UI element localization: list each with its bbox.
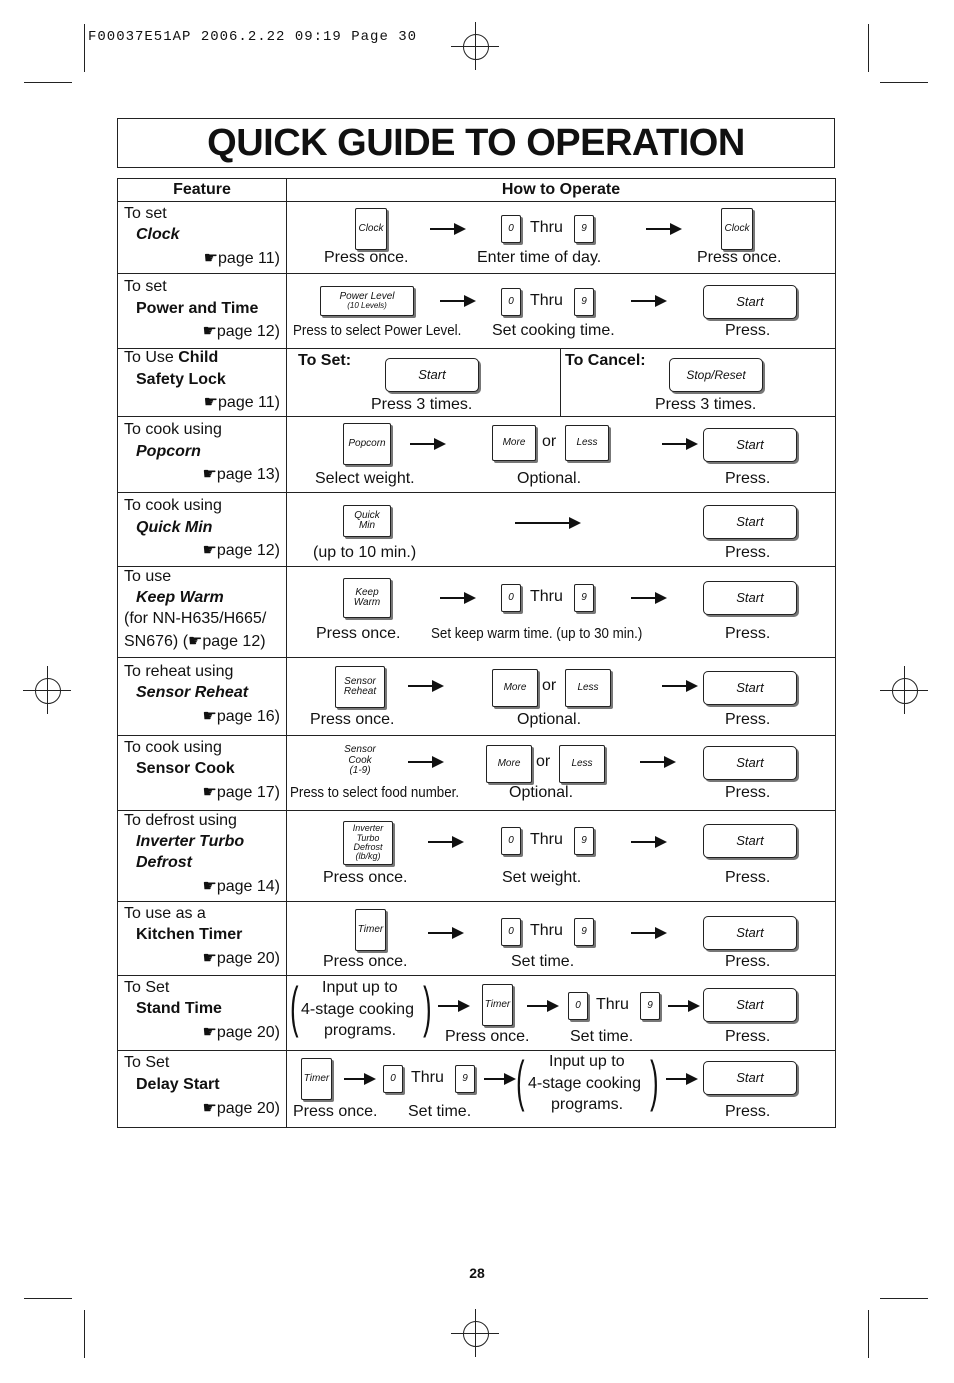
power-level-sublabel: (10 Levels) bbox=[347, 301, 387, 311]
feature-pre-text: To Use bbox=[124, 349, 179, 366]
arrow-icon bbox=[438, 1005, 468, 1007]
feature-pre: To set bbox=[124, 278, 167, 295]
crop-mark bbox=[868, 24, 869, 72]
step-caption: Press once. bbox=[323, 953, 408, 970]
start-key: Start bbox=[703, 746, 797, 780]
registration-line bbox=[475, 1309, 476, 1357]
feature-pre: To set bbox=[124, 205, 167, 222]
start-key: Start bbox=[703, 581, 797, 615]
note-line: programs. bbox=[324, 1022, 397, 1039]
page-ref bbox=[202, 1022, 280, 1042]
page-title-box bbox=[117, 118, 835, 168]
table-row bbox=[118, 492, 835, 566]
step-caption: Press once. bbox=[323, 869, 408, 886]
operation-table bbox=[117, 178, 836, 1128]
page-ref-text: page 20) bbox=[216, 1024, 280, 1041]
digit-0-key: 0 bbox=[568, 992, 588, 1020]
page-title: QUICK GUIDE TO OPERATION bbox=[207, 121, 745, 164]
step-caption: Select weight. bbox=[315, 470, 415, 487]
thru-label: Thru bbox=[411, 1069, 444, 1086]
feature-cell bbox=[118, 976, 287, 1050]
registration-mark bbox=[463, 34, 489, 60]
feature-pre: To defrost using bbox=[124, 812, 237, 829]
arrow-icon bbox=[410, 443, 444, 445]
page-ref-text: page 16) bbox=[216, 708, 280, 725]
arrow-icon bbox=[527, 1005, 557, 1007]
digit-9-key: 9 bbox=[574, 827, 594, 855]
page-ref-text: page 14) bbox=[216, 878, 280, 895]
cell-divider bbox=[560, 349, 561, 416]
page-ref-text: page 13) bbox=[216, 466, 280, 483]
digit-9-key: 9 bbox=[455, 1065, 475, 1093]
feature-name: Sensor Cook bbox=[136, 760, 235, 777]
step-caption: Press. bbox=[725, 953, 771, 970]
page-ref bbox=[202, 948, 280, 968]
step-caption: Press. bbox=[725, 711, 771, 728]
table-row bbox=[118, 735, 835, 810]
crop-mark bbox=[24, 82, 72, 83]
step-caption: Press to select Power Level. bbox=[293, 323, 462, 339]
step-caption: Set time. bbox=[570, 1028, 634, 1045]
page-ref bbox=[124, 631, 266, 651]
step-caption: Press. bbox=[725, 1028, 771, 1045]
to-cancel-label: To Cancel: bbox=[565, 352, 646, 369]
table-row bbox=[118, 810, 835, 901]
timer-key: Timer bbox=[355, 909, 386, 951]
note-line: Input up to bbox=[322, 979, 398, 996]
table-row bbox=[118, 1050, 835, 1127]
note-line: Input up to bbox=[549, 1053, 625, 1070]
step-caption: Press. bbox=[725, 784, 771, 801]
feature-cell bbox=[118, 658, 287, 735]
feature-pre: To cook using bbox=[124, 421, 222, 438]
feature-name: Delay Start bbox=[136, 1076, 220, 1093]
feature-name: Keep Warm bbox=[136, 589, 224, 606]
feature-name: Power and Time bbox=[136, 300, 259, 317]
step-caption: Press. bbox=[725, 625, 771, 642]
feature-name: Clock bbox=[136, 226, 180, 243]
feature-cell bbox=[118, 811, 287, 901]
step-caption: Set time. bbox=[511, 953, 575, 970]
feature-cell bbox=[118, 202, 287, 273]
page-ref-text: page 20) bbox=[216, 950, 280, 967]
arrow-icon bbox=[408, 685, 442, 687]
arrow-icon bbox=[428, 841, 462, 843]
arrow-icon bbox=[440, 597, 474, 599]
table-row bbox=[118, 657, 835, 735]
feature-cell bbox=[118, 349, 287, 416]
registration-line bbox=[904, 666, 905, 714]
arrow-icon bbox=[640, 761, 674, 763]
stop-reset-key: Stop/Reset bbox=[669, 358, 763, 392]
step-caption: Press. bbox=[725, 869, 771, 886]
registration-mark bbox=[35, 678, 61, 704]
step-caption: Optional. bbox=[517, 711, 582, 728]
start-key: Start bbox=[703, 428, 797, 462]
feature-pre: To use as a bbox=[124, 905, 206, 922]
hand-icon: ☛ bbox=[202, 323, 217, 340]
note-line: 4-stage cooking bbox=[301, 1001, 414, 1018]
start-key: Start bbox=[703, 285, 797, 319]
timer-key: Timer bbox=[301, 1058, 332, 1100]
feature-name: Quick Min bbox=[136, 519, 213, 536]
step-caption: Press 3 times. bbox=[655, 396, 757, 413]
more-key: More bbox=[492, 669, 538, 707]
step-caption: Press once. bbox=[310, 711, 395, 728]
left-bracket: ( bbox=[290, 975, 299, 1038]
digit-0-key: 0 bbox=[383, 1065, 403, 1093]
step-caption: Press 3 times. bbox=[371, 396, 473, 413]
feature-cell bbox=[118, 736, 287, 810]
left-bracket: ( bbox=[516, 1049, 525, 1112]
step-caption: Set keep warm time. (up to 30 min.) bbox=[431, 626, 643, 642]
crop-mark bbox=[880, 1298, 928, 1299]
step-caption: Press. bbox=[725, 544, 771, 561]
table-row bbox=[118, 901, 835, 975]
page-ref-text: page 20) bbox=[216, 1100, 280, 1117]
feature-model-note: (for NN-H635/H665/ bbox=[124, 610, 267, 627]
feature-cell bbox=[118, 493, 287, 566]
power-level-key bbox=[320, 286, 414, 316]
start-key: Start bbox=[703, 1061, 797, 1095]
page-ref bbox=[202, 782, 280, 802]
feature-name: Safety Lock bbox=[136, 371, 226, 388]
print-header: F00037E51AP 2006.2.22 09:19 Page 30 bbox=[88, 29, 418, 45]
table-row bbox=[118, 201, 835, 273]
hand-icon: ☛ bbox=[202, 542, 217, 559]
page-ref bbox=[202, 464, 280, 484]
feature-name: Stand Time bbox=[136, 1000, 222, 1017]
feature-cell bbox=[118, 274, 287, 348]
digit-0-key: 0 bbox=[501, 215, 521, 243]
page-ref bbox=[204, 248, 280, 268]
right-bracket: ) bbox=[650, 1049, 659, 1112]
power-level-label: Power Level bbox=[339, 290, 395, 302]
feature-pre: To use bbox=[124, 568, 172, 585]
page-ref bbox=[202, 876, 280, 896]
registration-line bbox=[47, 666, 48, 714]
feature-pre: To cook using bbox=[124, 497, 222, 514]
hand-icon: ☛ bbox=[203, 250, 219, 267]
page-ref bbox=[204, 392, 280, 412]
page-ref bbox=[202, 321, 280, 341]
feature-pre: To cook using bbox=[124, 739, 222, 756]
step-caption: Press. bbox=[725, 1103, 771, 1120]
crop-mark bbox=[84, 24, 85, 72]
hand-icon: ☛ bbox=[202, 950, 217, 967]
page-ref bbox=[202, 1098, 280, 1118]
feature-name: Kitchen Timer bbox=[136, 926, 243, 943]
note-line: 4-stage cooking bbox=[528, 1075, 641, 1092]
header-feature: Feature bbox=[118, 179, 287, 201]
less-key: Less bbox=[559, 745, 605, 783]
sensor-reheat-key: Sensor Reheat bbox=[335, 666, 385, 708]
right-bracket: ) bbox=[423, 975, 432, 1038]
feature-name: Popcorn bbox=[136, 443, 201, 460]
table-row bbox=[118, 566, 835, 657]
page-ref-text: page 11) bbox=[218, 394, 280, 411]
table-row bbox=[118, 416, 835, 492]
inverter-turbo-defrost-key: Inverter Turbo Defrost (lb/kg) bbox=[343, 821, 393, 865]
feature-cell bbox=[118, 1051, 287, 1127]
hand-icon: ☛ bbox=[202, 708, 217, 725]
step-caption: Optional. bbox=[509, 784, 574, 801]
page-ref bbox=[202, 540, 280, 560]
thru-label: Thru bbox=[530, 588, 563, 605]
page-number: 28 bbox=[469, 1265, 485, 1281]
digit-9-key: 9 bbox=[574, 584, 594, 612]
arrow-icon bbox=[668, 1005, 698, 1007]
crop-mark bbox=[868, 1310, 869, 1358]
less-key: Less bbox=[565, 425, 609, 461]
digit-9-key: 9 bbox=[640, 992, 660, 1020]
table-header bbox=[118, 179, 835, 201]
start-key: Start bbox=[703, 824, 797, 858]
start-key: Start bbox=[703, 916, 797, 950]
header-how: How to Operate bbox=[501, 181, 621, 198]
step-caption: Press once. bbox=[316, 625, 401, 642]
feature-pre: To Set bbox=[124, 979, 170, 996]
digit-0-key: 0 bbox=[501, 584, 521, 612]
table-row bbox=[118, 348, 835, 416]
feature-pre: To Set bbox=[124, 1054, 170, 1071]
timer-key: Timer bbox=[482, 984, 513, 1026]
quick-min-key: Quick Min bbox=[343, 505, 391, 537]
arrow-icon bbox=[430, 228, 464, 230]
thru-label: Thru bbox=[530, 922, 563, 939]
arrow-icon bbox=[344, 1078, 374, 1080]
crop-mark bbox=[880, 82, 928, 83]
start-key: Start bbox=[703, 505, 797, 539]
popcorn-key: Popcorn bbox=[343, 423, 391, 465]
hand-icon: ☛ bbox=[203, 394, 219, 411]
step-caption: (up to 10 min.) bbox=[313, 544, 417, 561]
table-row bbox=[118, 975, 835, 1050]
feature-pre-bold: Child bbox=[178, 349, 219, 366]
or-label: or bbox=[542, 677, 557, 694]
digit-9-key: 9 bbox=[574, 918, 594, 946]
step-caption: Enter time of day. bbox=[477, 249, 602, 266]
hand-icon: ☛ bbox=[202, 1024, 217, 1041]
hand-icon: ☛ bbox=[202, 466, 217, 483]
step-caption: Press once. bbox=[324, 249, 409, 266]
thru-label: Thru bbox=[530, 831, 563, 848]
clock-key: Clock bbox=[721, 208, 753, 250]
feature-name: Sensor Reheat bbox=[136, 684, 249, 701]
arrow-icon bbox=[631, 300, 665, 302]
step-caption: Set cooking time. bbox=[492, 322, 615, 339]
page-ref-text: page 12) bbox=[216, 542, 280, 559]
start-key: Start bbox=[703, 988, 797, 1022]
digit-9-key: 9 bbox=[574, 215, 594, 243]
feature-cell bbox=[118, 567, 287, 657]
registration-mark bbox=[463, 1321, 489, 1347]
feature-pre: To reheat using bbox=[124, 663, 234, 680]
step-caption: Optional. bbox=[517, 470, 582, 487]
arrow-icon bbox=[646, 228, 680, 230]
sensor-cook-key: Sensor Cook (1-9) bbox=[344, 744, 376, 777]
step-caption: Press once. bbox=[697, 249, 782, 266]
arrow-icon bbox=[484, 1078, 514, 1080]
step-caption: Set weight. bbox=[502, 869, 582, 886]
step-caption: Set time. bbox=[408, 1103, 472, 1120]
crop-mark bbox=[24, 1298, 72, 1299]
clock-key: Clock bbox=[355, 208, 387, 250]
feature-name: Inverter Turbo bbox=[136, 833, 245, 850]
to-set-label: To Set: bbox=[298, 352, 352, 369]
note-line: programs. bbox=[551, 1096, 624, 1113]
registration-mark bbox=[892, 678, 918, 704]
arrow-icon bbox=[631, 932, 665, 934]
page-ref-text: page 12) bbox=[216, 323, 280, 340]
digit-0-key: 0 bbox=[501, 918, 521, 946]
step-caption: Press once. bbox=[445, 1028, 530, 1045]
arrow-icon bbox=[662, 443, 696, 445]
page-ref-text: page 11) bbox=[218, 250, 280, 267]
start-key: Start bbox=[385, 358, 479, 392]
keep-warm-key: Keep Warm bbox=[343, 578, 391, 618]
crop-mark bbox=[84, 1310, 85, 1358]
feature-name-2: Defrost bbox=[136, 854, 193, 871]
feature-model-note-2: SN676) ( bbox=[124, 633, 189, 650]
feature-pre bbox=[124, 349, 218, 367]
or-label: or bbox=[536, 753, 551, 770]
arrow-icon bbox=[631, 597, 665, 599]
page-ref-text: page 17) bbox=[216, 784, 280, 801]
digit-9-key: 9 bbox=[574, 288, 594, 316]
more-key: More bbox=[486, 745, 532, 783]
hand-icon: ☛ bbox=[202, 784, 217, 801]
thru-label: Thru bbox=[530, 219, 563, 236]
step-caption: Press once. bbox=[293, 1103, 378, 1120]
hand-icon: ☛ bbox=[188, 633, 203, 650]
or-label: or bbox=[542, 433, 557, 450]
hand-icon: ☛ bbox=[202, 1100, 217, 1117]
registration-line bbox=[475, 22, 476, 70]
feature-cell bbox=[118, 902, 287, 975]
arrow-icon bbox=[662, 685, 696, 687]
page-ref bbox=[202, 706, 280, 726]
hand-icon: ☛ bbox=[202, 878, 217, 895]
more-key: More bbox=[492, 425, 536, 461]
arrow-icon bbox=[408, 761, 442, 763]
digit-0-key: 0 bbox=[501, 288, 521, 316]
arrow-icon bbox=[631, 841, 665, 843]
arrow-icon bbox=[666, 1078, 696, 1080]
arrow-icon bbox=[515, 522, 579, 524]
thru-label: Thru bbox=[596, 996, 629, 1013]
start-key: Start bbox=[703, 671, 797, 705]
arrow-icon bbox=[428, 932, 462, 934]
page-ref-text: page 12) bbox=[202, 633, 266, 650]
thru-label: Thru bbox=[530, 292, 563, 309]
step-caption: Press to select food number. bbox=[290, 785, 460, 801]
arrow-icon bbox=[440, 300, 474, 302]
step-caption: Press. bbox=[725, 470, 771, 487]
digit-0-key: 0 bbox=[501, 827, 521, 855]
table-row bbox=[118, 273, 835, 348]
step-caption: Press. bbox=[725, 322, 771, 339]
less-key: Less bbox=[565, 669, 611, 707]
feature-cell bbox=[118, 417, 287, 492]
